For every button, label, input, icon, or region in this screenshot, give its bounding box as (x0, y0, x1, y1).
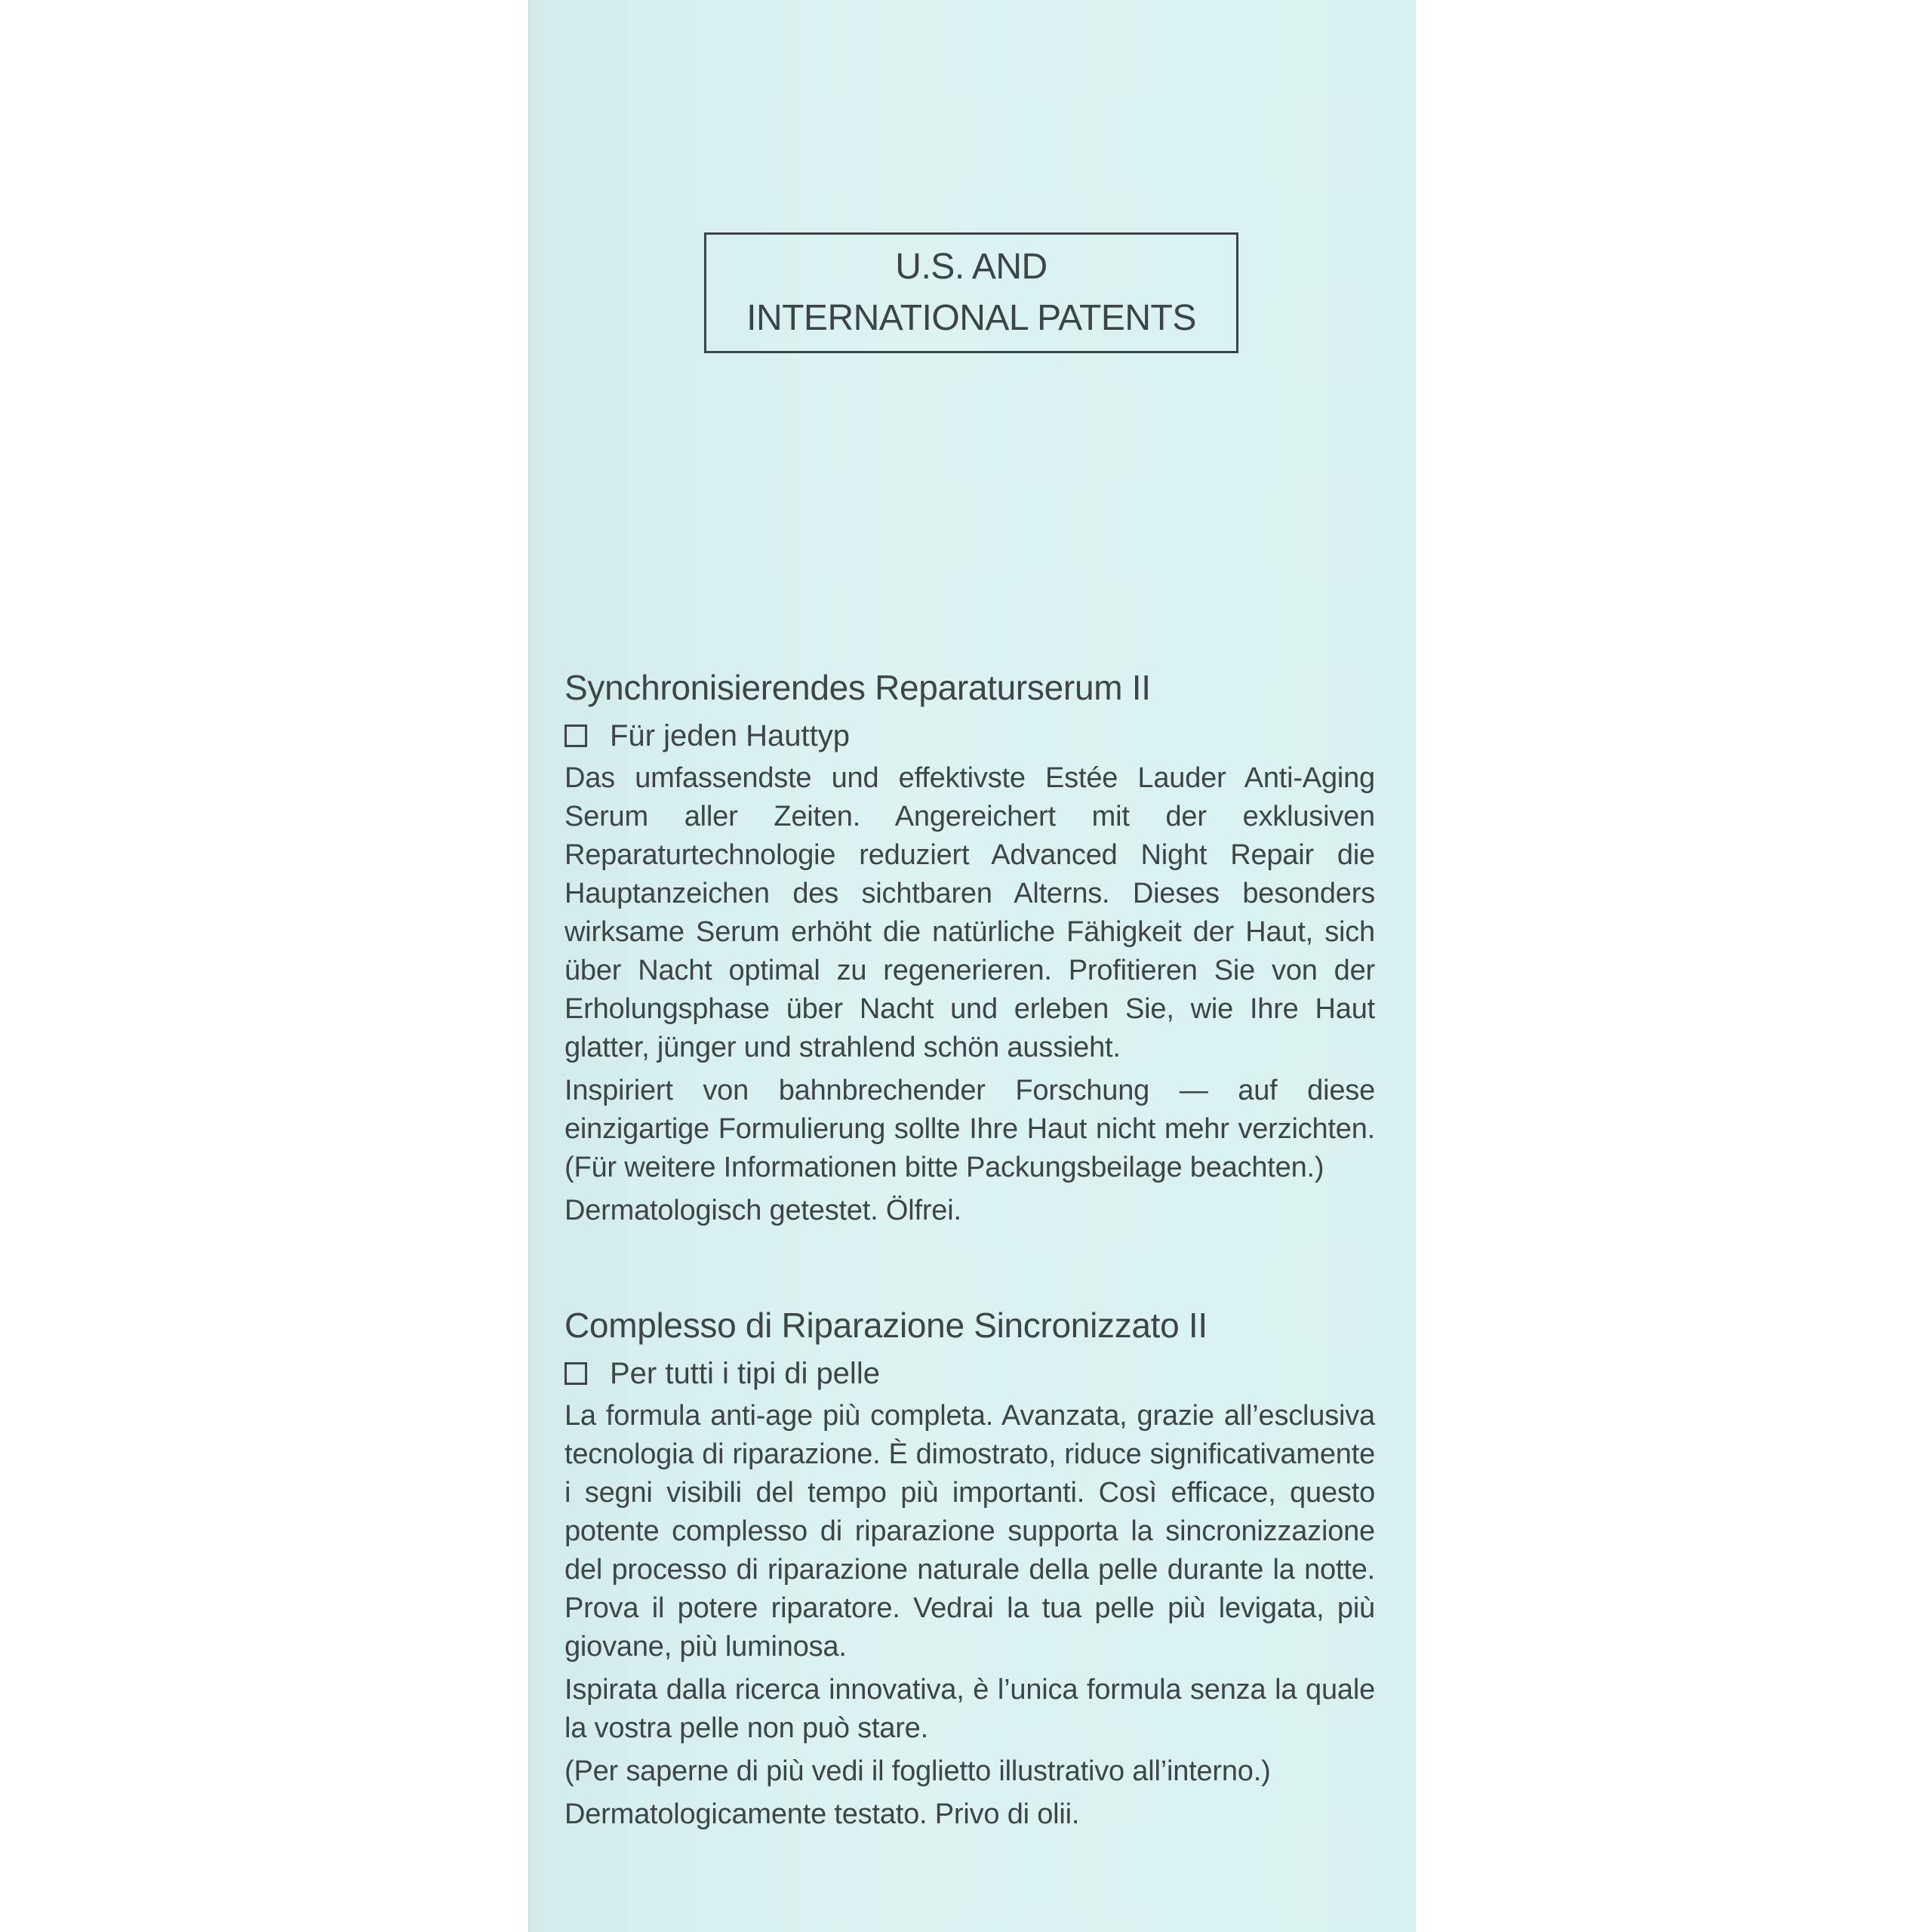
german-paragraph-3: Dermatologisch getestet. Ölfrei. (565, 1195, 961, 1226)
patent-line-2: INTERNATIONAL PATENTS (746, 298, 1196, 338)
italian-paragraph-4: Dermatologicamente testato. Privo di olii. (565, 1798, 1080, 1830)
german-skin-type-row (565, 714, 1375, 758)
italian-section (561, 1302, 1375, 1834)
italian-paragraph-3: (Per saperne di più vedi il foglietto illustrativo all’interno.) (565, 1755, 1271, 1787)
german-paragraph-1: Das umfassendste und effektivste Estée Lauder Anti-Aging Serum aller Zeiten. Angereichert mit der exklusiven Reparaturtechnologie reduziert Advanced Night Repair die Hauptanzeichen des sichtbaren Alterns. Dieses besonders wirksame Serum erhöht die natürliche Fähigkeit der Haut, sich über Nacht optimal zu regenerieren. Profitieren Sie von der Erholungsphase über Nacht und erleben Sie, wie Ihre Haut glatter, jünger und strahlend schön aussieht. (565, 762, 1375, 1063)
german-title: Synchronisierendes Reparaturserum II (565, 668, 1151, 707)
italian-paragraph-1: La formula anti-age più completa. Avanzata, grazie all’esclusiva tecnologia di riparazione. È dimostrato, riduce significativamente i segni visibili del tempo più importanti. Così efficace, questo potente complesso di riparazione supporta la sincronizzazione del processo di riparazione naturale della pelle durante la notte. Prova il potere riparatore. Vedrai la tua pelle più levigata, più giovane, più luminosa. (565, 1400, 1375, 1663)
german-section (561, 664, 1375, 1230)
italian-skin-type: Per tutti i tipi di pelle (610, 1357, 880, 1390)
italian-title: Complesso di Riparazione Sincronizzato II (565, 1306, 1208, 1345)
checkbox-icon (565, 1362, 587, 1385)
patent-notice-box (704, 232, 1238, 353)
italian-skin-type-row (565, 1352, 1375, 1395)
checkbox-icon (565, 724, 587, 747)
german-skin-type: Für jeden Hauttyp (610, 719, 850, 752)
patent-line-1: U.S. AND (895, 247, 1048, 287)
italian-paragraph-2: Ispirata dalla ricerca innovativa, è l’unica formula senza la quale la vostra pelle non può stare. (565, 1674, 1375, 1744)
panel-edge (528, 0, 530, 1932)
german-paragraph-2: Inspiriert von bahnbrechender Forschung — auf diese einzigartige Formulierung sollte Ihre Haut nicht mehr verzichten. (Für weitere Informationen bitte Packungsbeilage beachten.) (565, 1075, 1375, 1183)
